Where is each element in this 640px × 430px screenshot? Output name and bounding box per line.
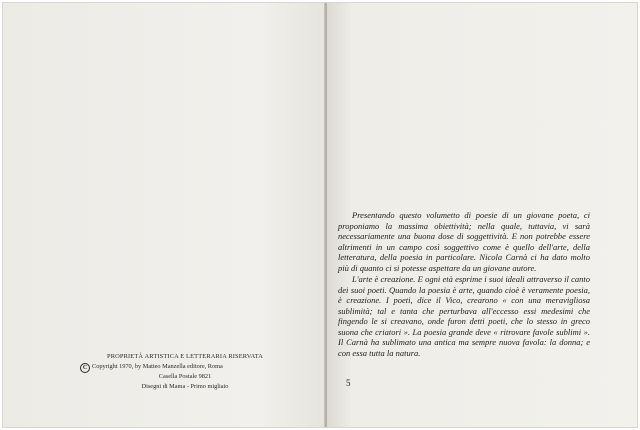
imprint-block bbox=[80, 352, 290, 392]
drawings-credit-line: Disegni di Mama - Primo migliaio bbox=[141, 383, 229, 390]
postal-box-line: Casella Postale 9821 bbox=[158, 373, 212, 380]
copyright-icon: C bbox=[80, 363, 90, 373]
preface-text bbox=[338, 210, 590, 358]
page-number: 5 bbox=[346, 378, 351, 388]
preface-paragraph-1: Presentando questo volumetto di poesie di un giovane poeta, ci proponiamo la massima obiettività; nella quale, tuttavia, vi sarà necessariamente una buona dose di soggettività. E non potrebbe essere altrimenti in un campo così soggettivo come è quello dell'arte, della letteratura, della poesia in particolare. Nicola Carnà ci ha dato molto più di quanto ci si potesse aspettare da un giovane autore. bbox=[338, 210, 590, 273]
preface-paragraph-2: L'arte è creazione. E ogni età esprime i suoi ideali attraverso il canto dei suoi poeti. Quando la poesia è arte, quando cioè è veramente poesia, è creazione. I poeti, dice il Vico, crearono « con una meravigliosa sublimità; tal e tanta che perturbava all'eccesso essi medesimi che fingendo le si creavano, onde furon detti poeti, che lo stesso in greco suona che criatori ». La poesia grande deve « ritrovare favole sublimi ». Il Carnà ha sublimato una antica ma sempre nuova favola: la donna; e con essa tutta la natura. bbox=[338, 274, 590, 358]
rights-reserved-line: PROPRIETÀ ARTISTICA E LETTERARIA RISERVATA bbox=[106, 353, 264, 360]
copyright-line bbox=[80, 362, 290, 372]
copyright-text: Copyright 1970, by Matteo Manzella editore, Roma bbox=[92, 363, 223, 370]
